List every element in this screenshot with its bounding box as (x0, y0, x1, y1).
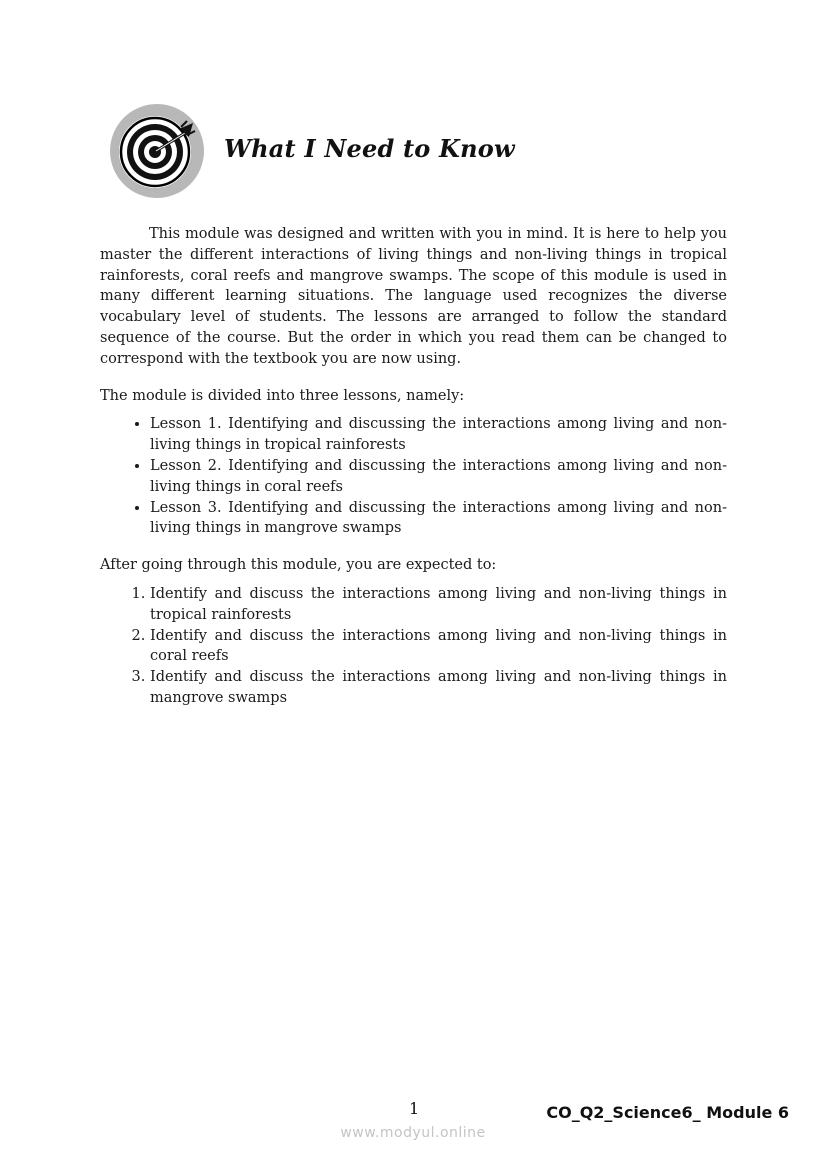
objectives-list (100, 584, 727, 709)
lesson-item: • Lesson 1. Identifying and discussing the interactions among living and non-living things in tropical rainforests (150, 414, 727, 456)
objectives-lead: After going through this module, you are expected to: (100, 557, 497, 574)
target-with-arrow-icon (109, 103, 205, 199)
objective-item: 1. Identify and discuss the interactions among living and non-living things in tropical rainforests (150, 584, 727, 626)
section-title: What I Need to Know (224, 134, 515, 163)
watermark: www.modyul.online (340, 1125, 486, 1141)
lessons-list (100, 414, 727, 539)
objective-item: 3. Identify and discuss the interactions among living and non-living things in mangrove swamps (150, 667, 727, 709)
intro-paragraph: This module was designed and written with you in mind. It is here to help you master the different interactions of living things and non-living things in tropical rainforests, coral reefs and mangrove swamps. The scope of this module is used in many different learning situations. The language used recognizes the diverse vocabulary level of students. The lessons are arranged to follow the standard sequence of the course. But the order in which you read them can be changed to correspond with the textbook you are now using. (100, 226, 727, 367)
lessons-lead: The module is divided into three lessons, namely: (100, 387, 465, 404)
page-number: 1 (409, 1099, 420, 1118)
lesson-item: • Lesson 2. Identifying and discussing the interactions among living and non-living things in coral reefs (150, 456, 727, 498)
lesson-item: • Lesson 3. Identifying and discussing the interactions among living and non-living things in mangrove swamps (150, 498, 727, 540)
objective-item: 2. Identify and discuss the interactions among living and non-living things in coral reefs (150, 626, 727, 668)
module-body (100, 224, 727, 725)
module-code: CO_Q2_Science6_ Module 6 (546, 1103, 789, 1122)
